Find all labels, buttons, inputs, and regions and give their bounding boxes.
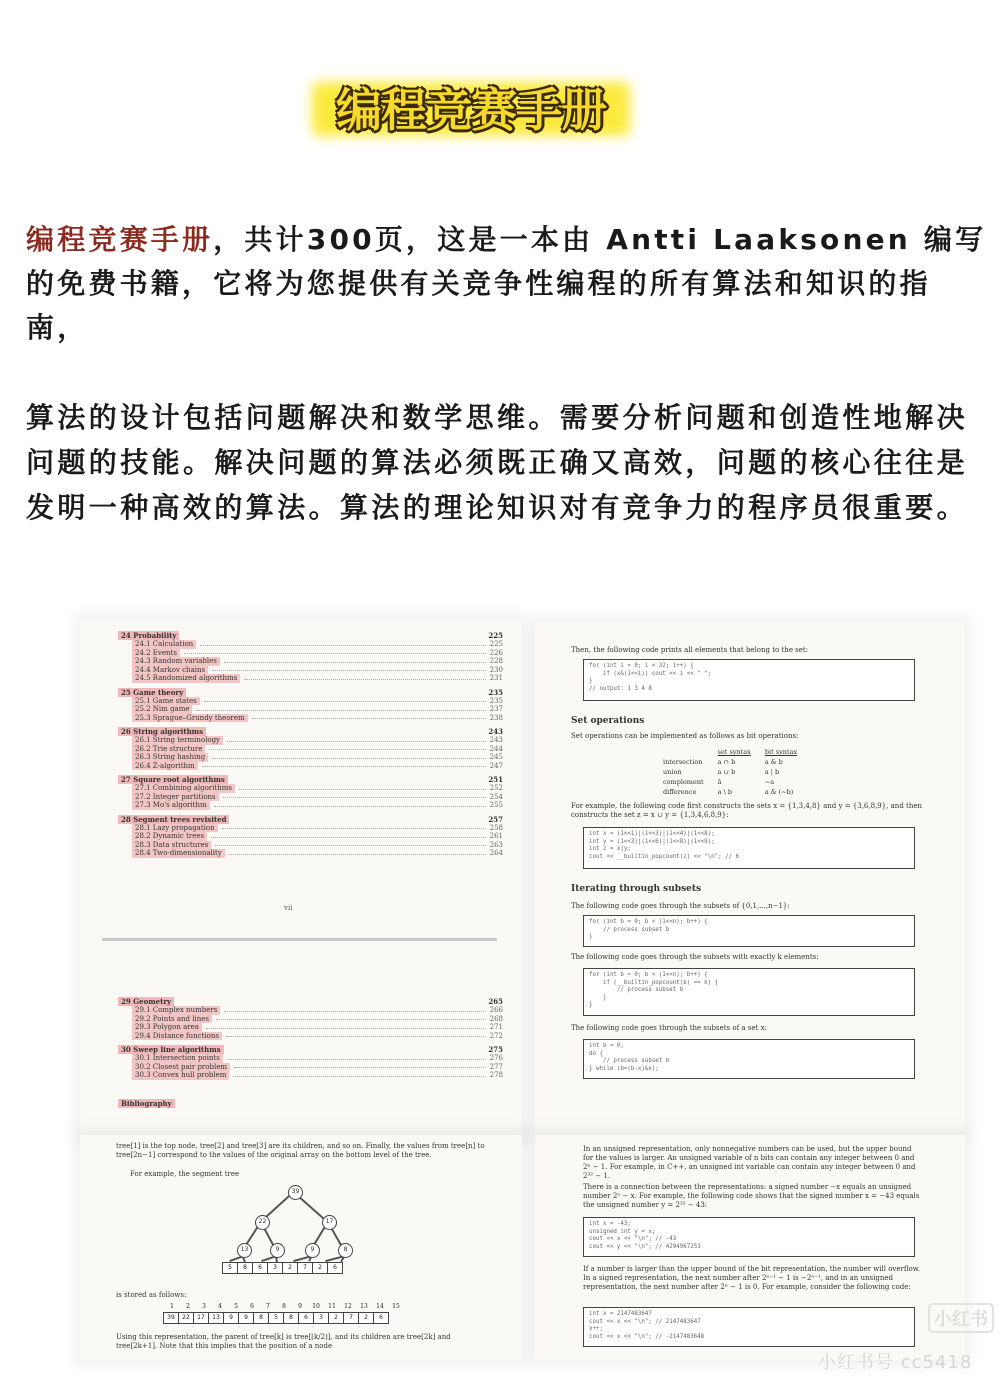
signed-text-3: If a number is larger than the upper bound of the bit representation, the number will overflow. In a signed representation, the next number after 2ⁿ⁻¹ − 1 is −2ⁿ⁻¹, and in an unsigned representation, the next number after 2ⁿ − 1 is 0. For example, consider the following code: [583, 1265, 921, 1291]
toc-section-page: 264 [489, 849, 503, 857]
page-divider [102, 938, 497, 941]
toc-leader [227, 1054, 486, 1060]
array-index: 1 [170, 1303, 174, 1310]
toc-section [118, 666, 503, 675]
iter-text-3: The following code goes through the subsets of a set x: [571, 1024, 767, 1032]
toc-section-page: 226 [489, 648, 503, 657]
toc-leader [226, 1032, 486, 1038]
table-header-row [657, 748, 803, 756]
toc-section-title: 26.3 String hashing [132, 753, 208, 762]
array-index: 5 [234, 1303, 238, 1310]
table-cell: ā [717, 778, 722, 786]
array-index: 7 [266, 1303, 270, 1310]
toc-section [118, 1023, 503, 1032]
intro-highlight: 编程竞赛手册 [26, 223, 214, 256]
tree-node: 8 [338, 1243, 353, 1258]
signed-unsigned-screenshot [535, 1135, 965, 1360]
table-row [657, 758, 803, 766]
toc-leader [227, 736, 486, 742]
toc-section [118, 714, 503, 723]
title-banner [312, 72, 630, 142]
toc-leader [252, 714, 486, 720]
toc-chapter-page: 243 [488, 727, 503, 736]
heading-set-operations: Set operations [571, 716, 645, 726]
array-cell: 22 [178, 1312, 194, 1324]
toc-section-page: 263 [489, 840, 503, 849]
array-index: 13 [360, 1303, 368, 1310]
tree-leaf-cell: 3 [267, 1262, 283, 1274]
tree-node: 9 [270, 1243, 285, 1258]
toc-section-title: 29.2 Points and lines [132, 1015, 212, 1024]
toc-section-page: 271 [489, 1023, 503, 1031]
bits-intro: Then, the following code prints all elements that belong to the set: [571, 646, 809, 654]
toc-leader [233, 1071, 485, 1077]
code-block-k-subsets: for (int b = 0; b < (1<<n); b++) { if (__builtin_popcount(b) == k) { // process subset b } } [583, 968, 915, 1016]
toc-chapter [118, 631, 503, 640]
array-cell: 39 [163, 1312, 179, 1324]
toc-section-title: 25.3 Sprague–Grundy theorem [132, 714, 248, 723]
toc-leader [196, 705, 485, 711]
toc-section-page: 278 [489, 1071, 503, 1079]
table-cell: union [663, 768, 682, 776]
array-cell: 6 [298, 1312, 314, 1324]
toc-section-title: 24.5 Randomized algorithms [132, 674, 240, 683]
tree-node: 17 [322, 1215, 337, 1230]
toc-section-page: 225 [489, 640, 503, 648]
toc-chapter-page: 225 [488, 631, 503, 640]
segtree-text-3: Using this representation, the parent of tree[k] is tree[⌊k/2⌋], and its children are tree[2k] and tree[2k+1]. Note that this implies that the position of a node [116, 1333, 451, 1350]
toc-chapter-title: 29 Geometry [118, 997, 174, 1006]
toc-chapter [118, 1045, 503, 1054]
toc-chapter-page: 251 [488, 775, 503, 784]
toc-leader [234, 1063, 486, 1069]
array-index: 3 [202, 1303, 206, 1310]
toc-section-page: 261 [489, 832, 503, 840]
array-cell: 2 [328, 1312, 344, 1324]
toc-section-page: 258 [489, 823, 503, 832]
toc-section [118, 1006, 503, 1015]
array-index-row [164, 1303, 404, 1310]
toc-chapter [118, 997, 503, 1006]
toc-section [118, 841, 503, 850]
toc-section-title: 26.1 String terminology [132, 736, 223, 745]
array-cell: 7 [343, 1312, 359, 1324]
toc-leader [202, 762, 486, 768]
tree-leaf-cell: 2 [282, 1262, 298, 1274]
toc-section-title: 29.4 Distance functions [132, 1032, 222, 1041]
array-cells-row [164, 1312, 389, 1324]
toc-section [118, 793, 503, 802]
bibliography-entry [118, 1094, 503, 1108]
toc-leader [204, 697, 486, 703]
toc-leader [216, 1015, 486, 1021]
toc-chapter [118, 815, 503, 824]
toc-chapter-title: 28 Segment trees revisited [118, 815, 229, 824]
toc-chapter-page: 235 [488, 687, 503, 697]
array-index: 14 [376, 1303, 384, 1310]
toc-section [118, 736, 503, 745]
toc-screenshot [80, 620, 522, 1135]
table-cell: a ∩ b [717, 758, 736, 766]
toc-leader [223, 793, 486, 799]
array-cell: 9 [223, 1312, 239, 1324]
table-cell: difference [663, 788, 697, 796]
table-cell: a | b [764, 768, 780, 776]
segtree-text-2: For example, the segment tree [130, 1170, 240, 1178]
toc-leader [209, 745, 485, 751]
toc-section-page: 266 [489, 1006, 503, 1014]
toc-leader [244, 674, 485, 680]
toc-leader [224, 1006, 485, 1012]
array-index: 6 [250, 1303, 254, 1310]
table-cell: ~a [764, 778, 775, 786]
toc-section [118, 849, 503, 858]
array-index: 2 [186, 1303, 190, 1310]
array-cell: 5 [268, 1312, 284, 1324]
toc-leader [206, 1023, 486, 1029]
toc-section [118, 640, 503, 649]
tree-leaf-cell: 6 [327, 1262, 343, 1274]
toc-section [118, 832, 503, 841]
array-index: 10 [312, 1303, 320, 1310]
tree-leaf-cell: 8 [237, 1262, 253, 1274]
toc-section-page: 231 [489, 674, 503, 682]
toc-section [118, 705, 503, 714]
table-row [657, 768, 803, 776]
tree-node: 39 [288, 1185, 303, 1200]
heading-iterating-subsets: Iterating through subsets [571, 884, 702, 894]
toc-section-page: 244 [489, 744, 503, 753]
toc-bottom [118, 992, 503, 1080]
tree-leaf-row [223, 1262, 343, 1274]
toc-section-title: 28.4 Two-dimensionality [132, 849, 225, 858]
tree-node: 9 [305, 1243, 320, 1258]
array-cell: 3 [313, 1312, 329, 1324]
watermark-text: 小红书号 cc5418 [818, 1352, 973, 1373]
toc-section-title: 25.2 Nim game [132, 705, 192, 714]
toc-section-title: 30.2 Closest pair problem [132, 1063, 230, 1072]
example-text: For example, the following code first constructs the sets x = {1,3,4,8} and y = {3,6,8,9}, and then constructs the set z = x ∪ y = {1,3,4,6,8,9}: [571, 802, 922, 819]
toc-section [118, 753, 503, 762]
bits-screenshot [535, 622, 965, 1132]
toc-section-page: 272 [489, 1031, 503, 1040]
table-cell: complement [663, 778, 704, 786]
table-header-cell: set syntax [717, 748, 751, 756]
toc-section [118, 1071, 503, 1080]
array-index: 9 [298, 1303, 302, 1310]
toc-section-page: 276 [489, 1054, 503, 1062]
toc-section-title: 26.4 Z-algorithm [132, 762, 198, 771]
toc-section-title: 30.3 Convex hull problem [132, 1071, 229, 1080]
segtree-text-1: tree[1] is the top node, tree[2] and tree[3] are its children, and so on. Finally, the values from tree[n] to tree[2n−1] correspond to the values of the original array on the bottom level of the tree. [116, 1142, 485, 1159]
toc-leader [212, 666, 486, 672]
toc-chapter-title: 24 Probability [118, 631, 179, 640]
toc-section [118, 801, 503, 810]
signed-text-1: In an unsigned representation, only nonnegative numbers can be used, but the upper bound for the values is larger. An unsigned variable of n bits can contain any integer between 0 and 2ⁿ − 1. For example, in C++, an unsigned int variable can contain any integer between 0 and 2³² − 1. [583, 1145, 916, 1180]
stored-label: is stored as follows: [116, 1291, 187, 1299]
toc-section-page: 230 [489, 665, 503, 674]
array-index: 11 [328, 1303, 336, 1310]
code-block-subsets: for (int b = 0; b < (1<<n); b++) { // process subset b } [583, 915, 915, 947]
tree-node: 22 [255, 1215, 270, 1230]
toc-chapter-title: 25 Game theory [118, 688, 186, 697]
toc-section-title: 26.2 Trie structure [132, 745, 205, 754]
toc-section-title: 27.2 Integer partitions [132, 793, 219, 802]
table-row [657, 778, 803, 786]
tree-leaf-cell: 7 [297, 1262, 313, 1274]
toc-chapter-page: 265 [488, 997, 503, 1006]
toc-section [118, 1054, 503, 1063]
toc-chapter-page: 257 [488, 814, 503, 824]
toc-section-page: 268 [489, 1014, 503, 1023]
table-cell: intersection [663, 758, 703, 766]
toc-section-page: 245 [489, 753, 503, 761]
array-index: 12 [344, 1303, 352, 1310]
toc-section-title: 28.3 Data structures [132, 841, 211, 850]
toc-leader [224, 657, 486, 663]
setops-text: Set operations can be implemented as follows as bit operations: [571, 732, 799, 740]
bibliography-label: Bibliography [118, 1099, 175, 1108]
toc-section-title: 24.2 Events [132, 649, 180, 658]
toc-top [118, 626, 503, 858]
watermark-logo: 小红书 [928, 1303, 994, 1333]
toc-page-number: vii [284, 904, 293, 912]
toc-section-page: 254 [489, 792, 503, 801]
toc-leader [200, 640, 485, 646]
toc-chapter-title: 30 Sweep line algorithms [118, 1045, 224, 1054]
signed-text-2: There is a connection between the representations: a signed number −x equals an unsigned number 2ⁿ − x. For example, the following code shows that the signed number x = −43 equals the unsigned number y = 2³² − 43: [583, 1183, 920, 1209]
tree-leaf-cell: 6 [252, 1262, 268, 1274]
toc-section [118, 1063, 503, 1072]
toc-section [118, 745, 503, 754]
iter-text-2: The following code goes through the subsets with exactly k elements: [571, 953, 819, 961]
table-cell: a & b [764, 758, 783, 766]
toc-section-page: 277 [489, 1062, 503, 1071]
toc-section-page: 255 [489, 801, 503, 809]
toc-section-title: 29.1 Complex numbers [132, 1006, 220, 1015]
toc-section-page: 228 [489, 657, 503, 665]
toc-section [118, 1032, 503, 1041]
array-cell: 13 [208, 1312, 224, 1324]
toc-section [118, 762, 503, 771]
toc-leader [214, 801, 486, 807]
toc-section-title: 30.1 Intersection points [132, 1054, 223, 1063]
toc-chapter-page: 275 [488, 1045, 503, 1054]
toc-section [118, 697, 503, 706]
array-index: 4 [218, 1303, 222, 1310]
table-row [657, 788, 803, 796]
toc-section-page: 237 [489, 705, 503, 713]
toc-section [118, 784, 503, 793]
toc-section-title: 24.1 Calculation [132, 640, 196, 649]
toc-section-title: 28.2 Dynamic trees [132, 832, 207, 841]
toc-leader [229, 849, 486, 855]
array-cell: 17 [193, 1312, 209, 1324]
table-cell: a & (~b) [764, 788, 794, 796]
toc-leader [222, 824, 486, 830]
toc-section [118, 674, 503, 683]
toc-chapter [118, 775, 503, 784]
banner-title: 编程竞赛手册 [336, 83, 606, 137]
code-block-signed: int x = -43; unsigned int y = x; cout << x << "\n"; // -43 cout << y << "\n"; // 4294967253 [583, 1217, 915, 1257]
toc-section-title: 25.1 Game states [132, 697, 200, 706]
array-cell: 8 [283, 1312, 299, 1324]
intro-text: ，共计300页，这是一本由 Antti Laaksonen 编写的免费书籍，它将为您提供有关竞争性编程的所有算法和知识的指南， [26, 223, 987, 344]
array-cell: 9 [238, 1312, 254, 1324]
toc-section-title: 27.3 Mo's algorithm [132, 801, 210, 810]
toc-leader [215, 841, 485, 847]
toc-section-title: 28.1 Lazy propagation [132, 824, 218, 833]
toc-section-page: 243 [489, 736, 503, 744]
toc-section-title: 24.3 Random variables [132, 657, 220, 666]
toc-leader [184, 649, 486, 655]
tree-node: 13 [237, 1243, 252, 1258]
toc-section-title: 27.1 Combining algorithms [132, 784, 235, 793]
iter-text-1: The following code goes through the subsets of {0,1,...,n−1}: [571, 902, 790, 910]
toc-section [118, 1015, 503, 1024]
toc-chapter-title: 27 Square root algorithms [118, 775, 228, 784]
algorithm-paragraph: 算法的设计包括问题解决和数学思维。需要分析问题和创造性地解决问题的技能。解决问题的算法必须既正确又高效，问题的核心往往是发明一种高效的算法。算法的理论知识对有竞争力的程序员很重要。 [26, 401, 969, 524]
toc-section-page: 235 [489, 696, 503, 705]
toc-chapter-title: 26 String algorithms [118, 727, 206, 736]
toc-leader [239, 784, 486, 790]
toc-chapter [118, 727, 503, 736]
segment-tree-diagram [80, 1135, 522, 1360]
array-cell: 6 [373, 1312, 389, 1324]
code-block-print: for (int i = 0; i < 32; i++) { if (x&(1<<i)) cout << i << " "; } // output: 1 3 4 8 [583, 659, 915, 701]
toc-leader [211, 832, 486, 838]
set-operations-table [655, 746, 805, 798]
table-cell: a ∪ b [717, 768, 736, 776]
array-cell: 2 [358, 1312, 374, 1324]
tree-leaf-cell: 5 [222, 1262, 238, 1274]
intro-paragraph [26, 218, 991, 350]
toc-section-title: 29.3 Polygon area [132, 1023, 202, 1032]
array-cell: 8 [253, 1312, 269, 1324]
toc-section [118, 657, 503, 666]
code-block-overflow: int x = 2147483647 cout << x << "\n"; // 2147483647 x++; cout << x << "\n"; // -2147483648 [583, 1307, 915, 1347]
toc-chapter [118, 688, 503, 697]
toc-section-page: 238 [489, 713, 503, 722]
toc-section [118, 649, 503, 658]
table-cell: a \ b [717, 788, 732, 796]
toc-section-title: 24.4 Markov chains [132, 666, 208, 675]
toc-section-page: 247 [489, 761, 503, 770]
table-header-cell [657, 748, 710, 756]
array-index: 15 [392, 1303, 400, 1310]
toc-section-page: 252 [489, 784, 503, 792]
toc-section [118, 824, 503, 833]
code-block-subsets-of-x: int b = 0; do { // process subset b } while (b=(b-x)&x); [583, 1039, 915, 1079]
toc-leader [212, 753, 485, 759]
array-index: 8 [282, 1303, 286, 1310]
code-block-sets: int x = (1<<1)|(1<<3)|(1<<4)|(1<<8); int y = (1<<3)|(1<<6)|(1<<8)|(1<<9); int z = x|y; cout << __builtin_popcount(z) << "\n"; // 6 [583, 827, 915, 869]
tree-leaf-cell: 2 [312, 1262, 328, 1274]
segment-tree-screenshot [80, 1135, 522, 1360]
table-header-cell: bit syntax [764, 748, 798, 756]
